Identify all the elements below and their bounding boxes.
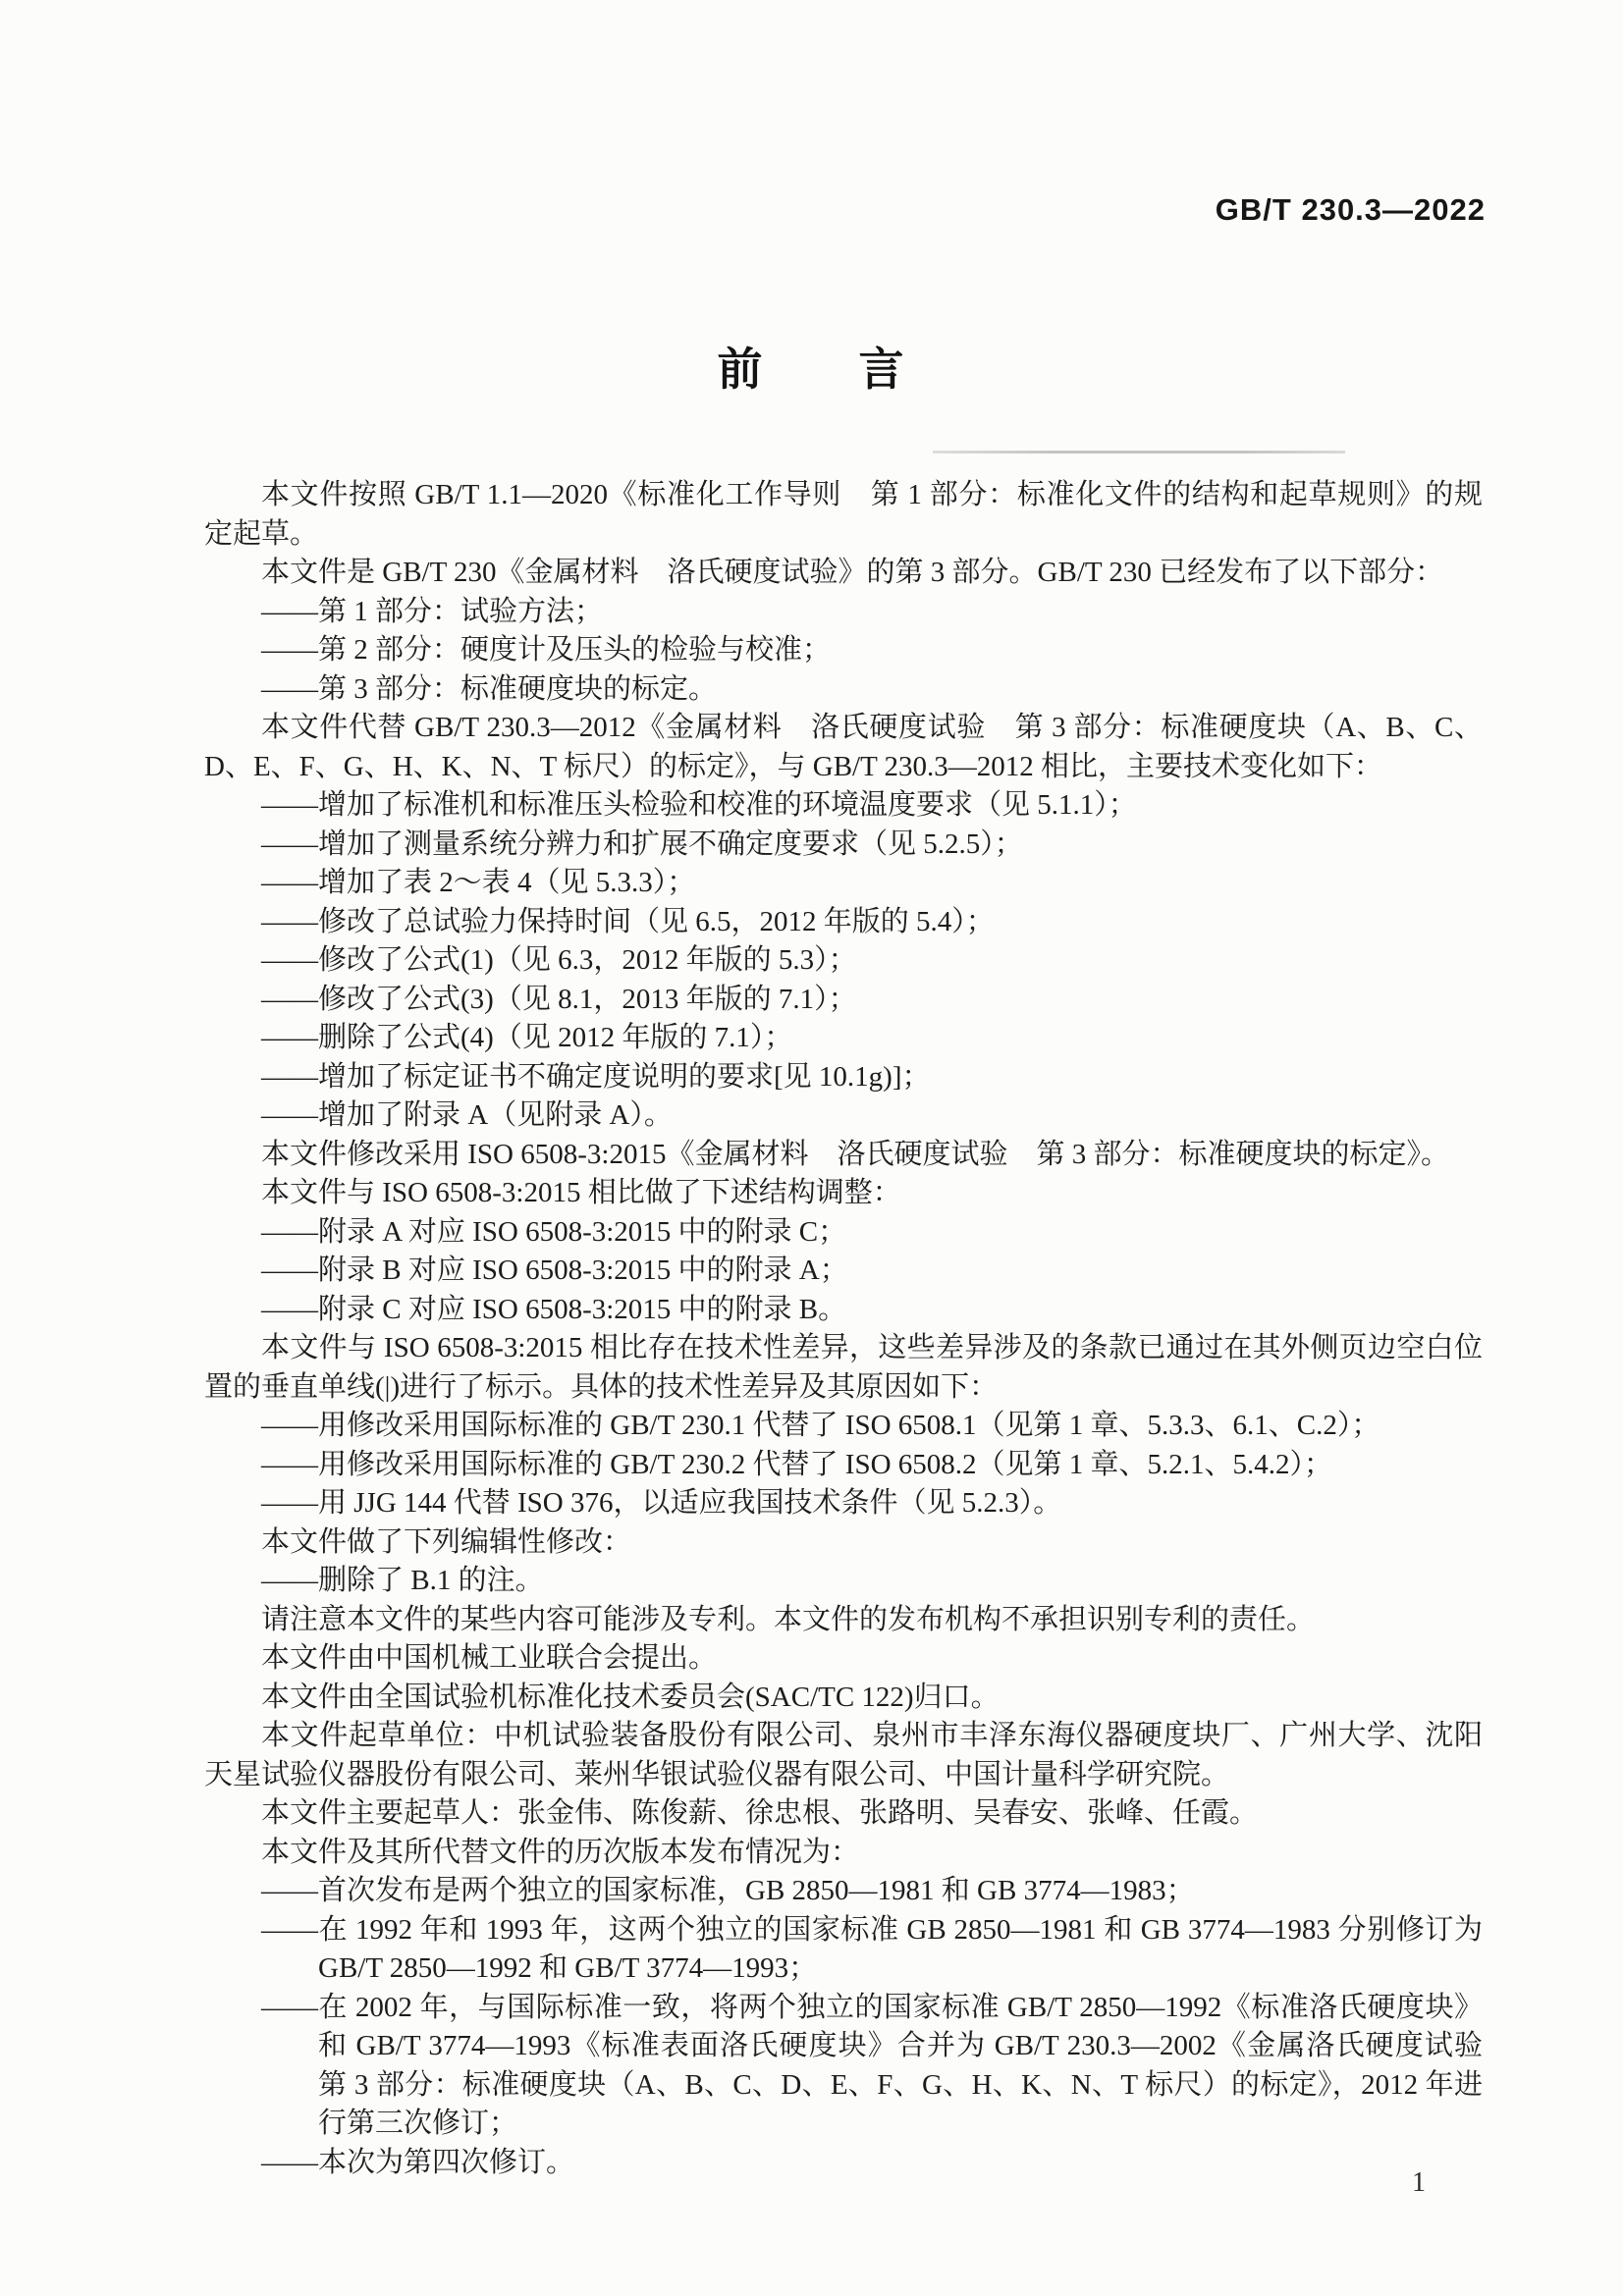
list-item: ——增加了标定证书不确定度说明的要求[见 10.1g)]； [261,1060,931,1093]
paragraph: 本文件修改采用 ISO 6508-3:2015《金属材料 洛氏硬度试验 第 3 部分：标准硬度块的标定》。 [261,1138,1449,1170]
list-item: ——用修改采用国际标准的 GB/T 230.1 代替了 ISO 6508.1（见第 1 章、5.3.3、6.1、C.2）； [261,1410,1380,1441]
list-item: ——附录 A 对应 ISO 6508-3:2015 中的附录 C； [261,1215,847,1248]
list-item: ——增加了表 2～表 4（见 5.3.3）； [261,867,696,898]
list-item: ——增加了附录 A（见附录 A）。 [261,1099,673,1131]
list-item: ——修改了公式(1)（见 6.3，2012 年版的 5.3）； [261,944,857,976]
paragraph: 本文件与 ISO 6508-3:2015 相比存在技术性差异，这些差异涉及的条款已通过在其外侧页边空白位置的垂直单线(|)进行了标示。具体的技术性差异及其原因如下： [204,1332,1483,1403]
foreword-body [204,476,1512,2182]
page-number: 1 [1412,2167,1426,2198]
list-item: ——在 1992 年和 1993 年，这两个独立的国家标准 GB 2850—1981 和 GB 3774—1983 分别修订为 GB/T 2850—1992 和 GB/T 3774—1993； [261,1913,1483,1984]
list-item: ——用 JJG 144 代替 ISO 376，以适应我国技术条件（见 5.2.3）。 [261,1487,1062,1519]
list-item: ——修改了公式(3)（见 8.1，2013 年版的 7.1）； [261,983,857,1015]
paragraph: 本文件由全国试验机标准化技术委员会(SAC/TC 122)归口。 [261,1681,1000,1713]
list-item: ——第 2 部分：硬度计及压头的检验与校准； [261,634,832,666]
paragraph: 本文件主要起草人：张金伟、陈俊薪、徐忠根、张路明、吴春安、张峰、任霞。 [261,1797,1259,1829]
list-item: ——用修改采用国际标准的 GB/T 230.2 代替了 ISO 6508.2（见第 1 章、5.2.1、5.4.2）； [261,1448,1333,1480]
list-item: ——删除了 B.1 的注。 [261,1565,544,1596]
title-underline-rule [933,451,1345,454]
paragraph: 本文件与 ISO 6508-3:2015 相比做了下述结构调整： [261,1177,901,1208]
list-item: ——附录 B 对应 ISO 6508-3:2015 中的附录 A； [261,1255,848,1286]
paragraph: 本文件按照 GB/T 1.1—2020《标准化工作导则 第 1 部分：标准化文件的结构和起草规则》的规定起草。 [204,479,1483,550]
paragraph: 请注意本文件的某些内容可能涉及专利。本文件的发布机构不承担识别专利的责任。 [261,1603,1316,1635]
list-item: ——增加了测量系统分辨力和扩展不确定度要求（见 5.2.5）； [261,828,1023,860]
list-item: ——附录 C 对应 ISO 6508-3:2015 中的附录 B。 [261,1293,847,1325]
list-item: ——删除了公式(4)（见 2012 年版的 7.1）； [261,1022,793,1053]
list-item: ——首次发布是两个独立的国家标准，GB 2850—1981 和 GB 3774—1983； [261,1875,1195,1906]
list-item: ——增加了标准机和标准压头检验和校准的环境温度要求（见 5.1.1）； [261,789,1137,821]
list-item: ——本次为第四次修订。 [261,2146,575,2178]
paragraph: 本文件及其所代替文件的历次版本发布情况为： [261,1836,860,1868]
standard-code: GB/T 230.3—2022 [1215,192,1486,227]
list-item: ——在 2002 年，与国际标准一致，将两个独立的国家标准 GB/T 2850—1992《标准洛氏硬度块》和 GB/T 3774—1993《标准表面洛氏硬度块》合并为 GB/T 230.3—2002《金属洛氏硬度试验 第 3 部分：标准硬度块（A、B、C、D、E、F、G、H、K、N、T 标尺）的标定》，2012 年进行第三次修订； [261,1991,1512,2139]
paragraph: 本文件起草单位：中机试验装备股份有限公司、泉州市丰泽东海仪器硬度块厂、广州大学、沈阳天星试验仪器股份有限公司、莱州华银试验仪器有限公司、中国计量科学研究院。 [204,1720,1483,1790]
paragraph: 本文件做了下列编辑性修改： [261,1525,632,1558]
paragraph: 本文件是 GB/T 230《金属材料 洛氏硬度试验》的第 3 部分。GB/T 230 已经发布了以下部分： [261,557,1444,588]
list-item: ——第 1 部分：试验方法； [261,595,604,627]
paragraph: 本文件由中国机械工业联合会提出。 [261,1642,718,1674]
paragraph: 本文件代替 GB/T 230.3—2012《金属材料 洛氏硬度试验 第 3 部分：标准硬度块（A、B、C、D、E、F、G、H、K、N、T 标尺）的标定》，与 GB/T 230.3—2012 相比，主要技术变化如下： [204,712,1483,782]
list-item: ——第 3 部分：标准硬度块的标定。 [261,672,718,705]
list-item: ——修改了总试验力保持时间（见 6.5，2012 年版的 5.4）； [261,905,995,937]
foreword-title: 前 言 [717,345,906,395]
